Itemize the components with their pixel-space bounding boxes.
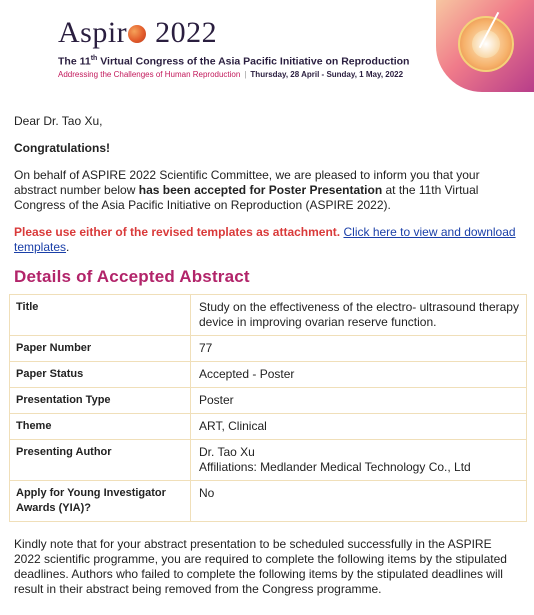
row-label-presenting-author: Presenting Author <box>10 440 191 481</box>
row-label-title: Title <box>10 295 191 336</box>
congress-banner <box>0 0 534 96</box>
row-label-yia: Apply for Young Investigator Awards (YIA)? <box>10 481 191 522</box>
subtitle-pre: The 11 <box>58 55 91 68</box>
table-row <box>10 336 527 362</box>
ovum-o-icon <box>128 25 146 43</box>
details-heading: Details of Accepted Abstract <box>14 267 250 286</box>
acceptance-highlight: has been accepted for Poster Presentation <box>138 183 383 197</box>
congress-tagline-row <box>58 70 403 79</box>
row-label-paper-number: Paper Number <box>10 336 191 362</box>
table-row <box>10 388 527 414</box>
acceptance-text-a: On behalf of ASPIRE 2022 Scientific Committee, we are pleased to inform you that your abstract number below <box>14 168 480 197</box>
title-prefix: Aspir <box>58 16 128 49</box>
template-notice-paragraph <box>14 225 518 255</box>
congress-logo-title <box>58 18 217 48</box>
row-value-presentation-type: Poster <box>191 388 527 414</box>
table-row <box>10 440 527 481</box>
table-row <box>10 414 527 440</box>
table-row <box>10 295 527 336</box>
title-suffix: 2022 <box>147 16 218 49</box>
row-value-theme: ART, Clinical <box>191 414 527 440</box>
row-label-theme: Theme <box>10 414 191 440</box>
salutation: Dear Dr. Tao Xu, <box>14 114 103 128</box>
congratulations-line: Congratulations! <box>14 141 110 155</box>
author-affiliation: Affiliations: Medlander Medical Technology Co., Ltd <box>199 460 471 474</box>
deadline-note: Kindly note that for your abstract presentation to be scheduled successfully in the ASPIRE 2022 scientific programme, you are required to complete the following items by the stipulated deadlines. Authors who failed to complete the following items by the stipulated deadlines will result in their abstract being removed from the Congress programme. <box>14 537 507 596</box>
congress-dates: Thursday, 28 April - Sunday, 1 May, 2022 <box>250 70 404 79</box>
aspire-ovum-logo-icon <box>436 0 534 92</box>
row-label-presentation-type: Presentation Type <box>10 388 191 414</box>
table-row <box>10 362 527 388</box>
row-value-presenting-author <box>191 440 527 481</box>
author-name: Dr. Tao Xu <box>199 445 255 459</box>
row-value-yia: No <box>191 481 527 522</box>
tagline-separator: | <box>244 70 247 79</box>
congress-tagline: Addressing the Challenges of Human Reproduction <box>58 70 241 79</box>
table-row <box>10 481 527 522</box>
template-notice: Please use either of the revised templates as attachment. <box>14 225 341 239</box>
link-suffix: . <box>66 240 70 254</box>
acceptance-paragraph <box>14 168 518 213</box>
download-templates-link[interactable]: Click here to view and download templates <box>14 225 516 254</box>
row-value-title: Study on the effectiveness of the electro- ultrasound therapy device in improving ovarian reserve function. <box>191 295 527 336</box>
row-label-paper-status: Paper Status <box>10 362 191 388</box>
congress-subtitle <box>58 55 409 68</box>
row-value-paper-number: 77 <box>191 336 527 362</box>
abstract-details-table <box>9 294 527 522</box>
subtitle-sup: th <box>90 55 98 62</box>
row-value-paper-status: Accepted - Poster <box>191 362 527 388</box>
subtitle-post: Virtual Congress of the Asia Pacific Initiative on Reproduction <box>97 55 410 68</box>
acceptance-text-c: at the 11th Virtual Congress of the Asia Pacific Initiative on Reproduction (ASPIRE 2022). <box>14 183 479 212</box>
letter-body <box>14 114 518 267</box>
